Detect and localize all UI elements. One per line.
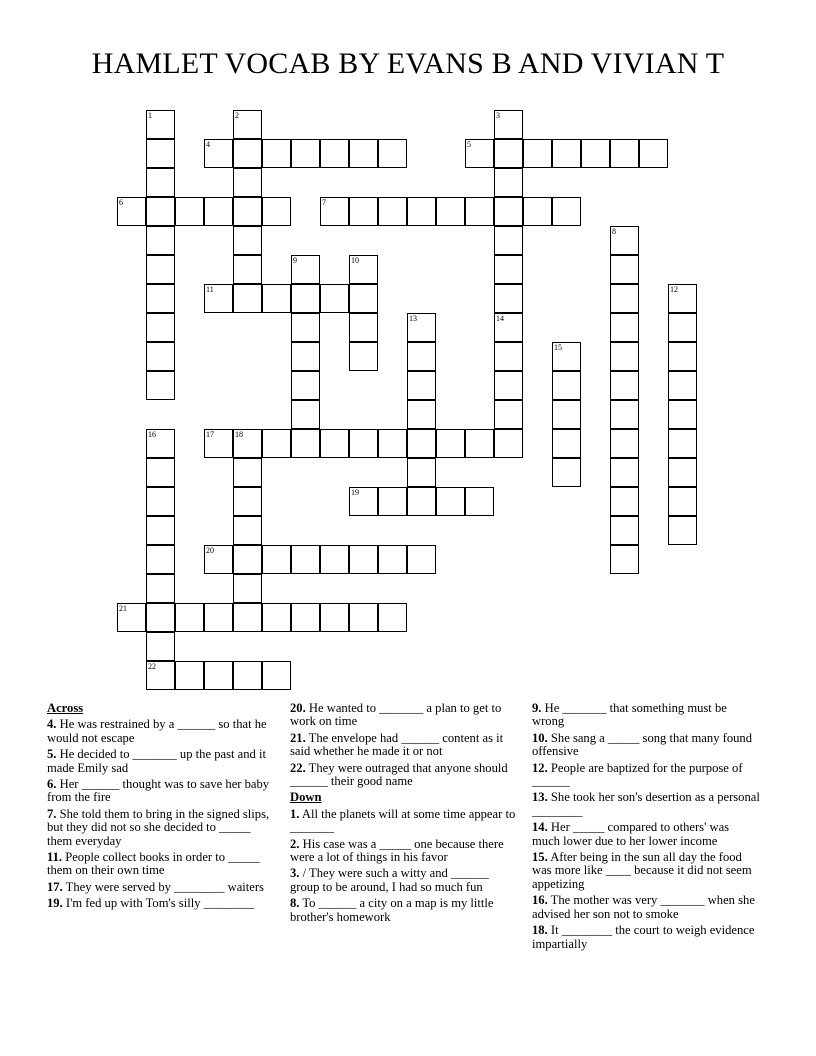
crossword-cell[interactable] xyxy=(494,197,523,226)
crossword-cell[interactable] xyxy=(465,487,494,516)
crossword-cell[interactable] xyxy=(610,313,639,342)
clue-number: 8. xyxy=(290,896,300,911)
crossword-cell[interactable] xyxy=(407,458,436,487)
clue-number-label: 8 xyxy=(612,227,616,236)
crossword-cell[interactable] xyxy=(146,458,175,487)
clue-text: He decided to _______ up the past and it made Emily sad xyxy=(47,747,266,775)
crossword-cell[interactable] xyxy=(610,516,639,545)
clue-number-label: 19 xyxy=(351,488,359,497)
across-heading: Across xyxy=(47,701,84,715)
clue-number-label: 10 xyxy=(351,256,359,265)
crossword-cell[interactable] xyxy=(465,429,494,458)
crossword-cell[interactable] xyxy=(610,371,639,400)
crossword-cell[interactable] xyxy=(146,574,175,603)
clue-item xyxy=(47,897,275,910)
crossword-cell[interactable] xyxy=(204,545,233,574)
clue-item xyxy=(290,897,518,924)
crossword-cell[interactable] xyxy=(668,342,697,371)
crossword-cell[interactable] xyxy=(407,400,436,429)
crossword-cell[interactable] xyxy=(146,139,175,168)
crossword-cell[interactable] xyxy=(349,255,378,284)
crossword-cell[interactable] xyxy=(523,197,552,226)
crossword-cell[interactable] xyxy=(146,284,175,313)
clue-number-label: 2 xyxy=(235,111,239,120)
crossword-cell[interactable] xyxy=(146,197,175,226)
crossword-cell[interactable] xyxy=(494,313,523,342)
crossword-cell[interactable] xyxy=(291,313,320,342)
clue-item xyxy=(532,894,760,921)
crossword-cell[interactable] xyxy=(436,197,465,226)
crossword-cell[interactable] xyxy=(552,342,581,371)
crossword-cell[interactable] xyxy=(610,545,639,574)
clue-number-label: 18 xyxy=(235,430,243,439)
crossword-cell[interactable] xyxy=(436,429,465,458)
clue-text: Her _____ compared to others' was much lower due to her lower income xyxy=(532,820,730,848)
crossword-cell[interactable] xyxy=(465,139,494,168)
clue-item xyxy=(290,867,518,894)
crossword-cell[interactable] xyxy=(262,545,291,574)
crossword-cell[interactable] xyxy=(610,226,639,255)
crossword-cell[interactable] xyxy=(146,487,175,516)
crossword-cell[interactable] xyxy=(233,255,262,284)
clue-item xyxy=(290,732,518,759)
crossword-cell[interactable] xyxy=(610,139,639,168)
crossword-cell[interactable] xyxy=(494,110,523,139)
crossword-cell[interactable] xyxy=(668,516,697,545)
crossword-cell[interactable] xyxy=(291,371,320,400)
crossword-cell[interactable] xyxy=(146,110,175,139)
clue-text: All the planets will at some time appear to _______ xyxy=(290,806,516,835)
clue-text: They were outraged that anyone should ______ their good name xyxy=(290,760,508,789)
clue-number: 21. xyxy=(290,730,306,745)
crossword-cell[interactable] xyxy=(320,197,349,226)
clue-text: To ______ a city on a map is my little brother's homework xyxy=(290,896,494,924)
clue-number: 16. xyxy=(532,893,548,908)
clue-number: 22. xyxy=(290,760,306,775)
clue-number: 3. xyxy=(290,866,300,881)
crossword-cell[interactable] xyxy=(349,313,378,342)
clue-item xyxy=(290,838,518,865)
crossword-cell[interactable] xyxy=(610,429,639,458)
clue-text: People are baptized for the purpose of ______ xyxy=(532,760,743,789)
crossword-cell[interactable] xyxy=(233,168,262,197)
clue-text: She took her son's desertion as a personal ________ xyxy=(532,790,760,818)
clue-item xyxy=(532,732,760,759)
clue-number-label: 6 xyxy=(119,198,123,207)
down-heading: Down xyxy=(290,790,322,805)
crossword-cell[interactable] xyxy=(465,197,494,226)
crossword-cell[interactable] xyxy=(204,139,233,168)
clues-column-1 xyxy=(47,702,275,914)
clue-item xyxy=(532,762,760,789)
crossword-cell[interactable] xyxy=(552,197,581,226)
crossword-cell[interactable] xyxy=(233,603,262,632)
clue-number: 10. xyxy=(532,730,548,745)
page-title: HAMLET VOCAB BY EVANS B AND VIVIAN T xyxy=(91,47,725,80)
crossword-cell[interactable] xyxy=(291,255,320,284)
crossword-cell[interactable] xyxy=(349,429,378,458)
clue-number: 6. xyxy=(47,777,57,792)
crossword-cell[interactable] xyxy=(146,168,175,197)
crossword-cell[interactable] xyxy=(407,429,436,458)
crossword-cell[interactable] xyxy=(175,603,204,632)
crossword-cell[interactable] xyxy=(610,284,639,313)
crossword-cell[interactable] xyxy=(349,603,378,632)
crossword-cell[interactable] xyxy=(146,632,175,661)
clue-number: 5. xyxy=(47,747,57,762)
crossword-cell[interactable] xyxy=(262,429,291,458)
crossword-cell[interactable] xyxy=(233,429,262,458)
crossword-cell[interactable] xyxy=(349,284,378,313)
crossword-cell[interactable] xyxy=(581,139,610,168)
clue-number-label: 12 xyxy=(670,285,678,294)
clue-number: 19. xyxy=(47,896,63,911)
clue-number-label: 7 xyxy=(322,198,326,207)
clue-item xyxy=(47,748,275,775)
crossword-cell[interactable] xyxy=(233,110,262,139)
crossword-cell[interactable] xyxy=(233,487,262,516)
clue-text: They were served by ________ waiters xyxy=(62,879,264,894)
clue-text: The mother was very _______ when she advised her son not to smoke xyxy=(532,893,755,921)
crossword-cell[interactable] xyxy=(233,545,262,574)
crossword-cell[interactable] xyxy=(668,400,697,429)
crossword-cell[interactable] xyxy=(233,516,262,545)
crossword-cell[interactable] xyxy=(146,342,175,371)
crossword-cell[interactable] xyxy=(349,487,378,516)
crossword-cell[interactable] xyxy=(262,139,291,168)
clue-text: It ________ the court to weigh evidence impartially xyxy=(532,923,755,951)
crossword-cell[interactable] xyxy=(349,545,378,574)
clue-text: People collect books in order to _____ them on their own time xyxy=(47,850,260,878)
clue-item xyxy=(532,924,760,951)
clue-text: He _______ that something must be wrong xyxy=(532,701,727,729)
crossword-cell[interactable] xyxy=(146,516,175,545)
crossword-cell[interactable] xyxy=(175,661,204,690)
crossword-cell[interactable] xyxy=(407,371,436,400)
crossword-cell[interactable] xyxy=(552,139,581,168)
clue-number-label: 21 xyxy=(119,604,127,613)
crossword-cell[interactable] xyxy=(320,139,349,168)
crossword-cell[interactable] xyxy=(668,487,697,516)
crossword-cell[interactable] xyxy=(407,197,436,226)
crossword-cell[interactable] xyxy=(146,313,175,342)
crossword-cell[interactable] xyxy=(552,400,581,429)
crossword-cell[interactable] xyxy=(668,429,697,458)
crossword-cell[interactable] xyxy=(233,661,262,690)
crossword-cell[interactable] xyxy=(262,661,291,690)
clue-item xyxy=(290,702,518,729)
clue-text: Her ______ thought was to save her baby from the fire xyxy=(47,777,270,805)
clue-text: His case was a _____ one because there were a lot of things in his favor xyxy=(290,836,504,865)
clues-column-3 xyxy=(532,702,760,954)
clue-number: 17. xyxy=(47,879,63,894)
clue-number: 18. xyxy=(532,923,548,938)
crossword-cell[interactable] xyxy=(291,429,320,458)
crossword-cell[interactable] xyxy=(639,139,668,168)
crossword-cell[interactable] xyxy=(610,342,639,371)
crossword-cell[interactable] xyxy=(494,255,523,284)
crossword-cell[interactable] xyxy=(378,545,407,574)
clue-number: 4. xyxy=(47,717,57,732)
clue-number-label: 5 xyxy=(467,140,471,149)
crossword-cell[interactable] xyxy=(610,487,639,516)
crossword-cell[interactable] xyxy=(146,429,175,458)
clue-number-label: 17 xyxy=(206,430,214,439)
crossword-cell[interactable] xyxy=(146,226,175,255)
crossword-cell[interactable] xyxy=(233,226,262,255)
crossword-cell[interactable] xyxy=(233,284,262,313)
crossword-cell[interactable] xyxy=(320,284,349,313)
crossword-cell[interactable] xyxy=(552,458,581,487)
crossword-cell[interactable] xyxy=(668,458,697,487)
crossword-cell[interactable] xyxy=(146,255,175,284)
crossword-cell[interactable] xyxy=(407,342,436,371)
clue-item xyxy=(532,851,760,891)
crossword-cell[interactable] xyxy=(668,284,697,313)
crossword-cell[interactable] xyxy=(175,197,204,226)
crossword-cell[interactable] xyxy=(349,342,378,371)
crossword-cell[interactable] xyxy=(117,603,146,632)
clue-text: The envelope had ______ content as it said whether he made it or not xyxy=(290,730,504,759)
crossword-cell[interactable] xyxy=(262,284,291,313)
crossword-cell[interactable] xyxy=(320,603,349,632)
crossword-cell[interactable] xyxy=(407,545,436,574)
clue-number: 20. xyxy=(290,701,306,715)
crossword-cell[interactable] xyxy=(320,545,349,574)
clue-text: After being in the sun all day the food was more like ____ because it did not seem appetizing xyxy=(532,850,752,891)
crossword-cell[interactable] xyxy=(407,313,436,342)
crossword-cell[interactable] xyxy=(494,429,523,458)
crossword-cell[interactable] xyxy=(378,487,407,516)
clue-item xyxy=(532,791,760,818)
clue-text: He wanted to _______ a plan to get to work on time xyxy=(290,701,502,729)
clue-number: 7. xyxy=(47,806,57,821)
clue-number: 13. xyxy=(532,790,548,805)
crossword-cell[interactable] xyxy=(233,458,262,487)
crossword-cell[interactable] xyxy=(204,603,233,632)
clue-item xyxy=(290,762,518,789)
clue-item xyxy=(532,821,760,848)
crossword-cell[interactable] xyxy=(291,400,320,429)
crossword-cell[interactable] xyxy=(291,603,320,632)
crossword-cell[interactable] xyxy=(436,487,465,516)
clue-number-label: 11 xyxy=(206,285,214,294)
clue-number: 2. xyxy=(290,836,300,851)
crossword-cell[interactable] xyxy=(117,197,146,226)
clues-column-2 xyxy=(290,702,518,927)
crossword-cell[interactable] xyxy=(204,661,233,690)
clue-number-label: 14 xyxy=(496,314,504,323)
crossword-cell[interactable] xyxy=(233,139,262,168)
clue-number: 12. xyxy=(532,760,548,775)
clue-item xyxy=(47,778,275,805)
crossword-cell[interactable] xyxy=(291,342,320,371)
clue-number-label: 1 xyxy=(148,111,152,120)
crossword-cell[interactable] xyxy=(233,574,262,603)
clue-number-label: 15 xyxy=(554,343,562,352)
crossword-cell[interactable] xyxy=(146,371,175,400)
crossword-cell[interactable] xyxy=(291,139,320,168)
crossword-cell[interactable] xyxy=(610,458,639,487)
crossword-cell[interactable] xyxy=(494,226,523,255)
clue-number-label: 20 xyxy=(206,546,214,555)
clue-number: 15. xyxy=(532,850,548,865)
clue-item xyxy=(290,808,518,835)
clue-number-label: 4 xyxy=(206,140,210,149)
crossword-cell[interactable] xyxy=(349,139,378,168)
crossword-cell[interactable] xyxy=(378,197,407,226)
clue-item xyxy=(47,881,275,894)
crossword-cell[interactable] xyxy=(233,197,262,226)
clue-item xyxy=(532,702,760,729)
clue-number-label: 16 xyxy=(148,430,156,439)
crossword-cell[interactable] xyxy=(291,284,320,313)
crossword-cell[interactable] xyxy=(378,603,407,632)
clue-number: 11. xyxy=(47,850,63,865)
crossword-cell[interactable] xyxy=(146,545,175,574)
clue-number-label: 13 xyxy=(409,314,417,323)
clue-text: / They were such a witty and ______ group to be around, I had so much fun xyxy=(290,866,489,894)
crossword-cell[interactable] xyxy=(262,603,291,632)
clue-number-label: 3 xyxy=(496,111,500,120)
crossword-cell[interactable] xyxy=(494,371,523,400)
clue-item xyxy=(47,718,275,745)
crossword-cell[interactable] xyxy=(146,661,175,690)
crossword-cell[interactable] xyxy=(204,284,233,313)
crossword-cell[interactable] xyxy=(204,197,233,226)
clue-text: He was restrained by a ______ so that he would not escape xyxy=(47,717,267,745)
clue-text: She sang a _____ song that many found offensive xyxy=(532,730,753,759)
crossword-cell[interactable] xyxy=(378,139,407,168)
clue-item xyxy=(47,808,275,848)
crossword-cell[interactable] xyxy=(610,255,639,284)
clue-number-label: 9 xyxy=(293,256,297,265)
clue-number-label: 22 xyxy=(148,662,156,671)
crossword-cell[interactable] xyxy=(668,371,697,400)
clue-item xyxy=(47,851,275,878)
crossword-cell[interactable] xyxy=(262,197,291,226)
clue-number: 9. xyxy=(532,701,542,715)
crossword-cell[interactable] xyxy=(320,429,349,458)
crossword-cell[interactable] xyxy=(552,371,581,400)
crossword-cell[interactable] xyxy=(494,342,523,371)
crossword-cell[interactable] xyxy=(407,487,436,516)
clue-number: 14. xyxy=(532,820,548,835)
crossword-cell[interactable] xyxy=(146,603,175,632)
crossword-cell[interactable] xyxy=(378,429,407,458)
crossword-cell[interactable] xyxy=(523,139,552,168)
crossword-cell[interactable] xyxy=(204,429,233,458)
crossword-cell[interactable] xyxy=(494,284,523,313)
crossword-cell[interactable] xyxy=(494,139,523,168)
crossword-cell[interactable] xyxy=(494,400,523,429)
clue-text: I'm fed up with Tom's silly ________ xyxy=(62,896,255,911)
clue-text: She told them to bring in the signed slips, but they did not so she decided to _____ them everyday xyxy=(47,806,270,848)
crossword-cell[interactable] xyxy=(494,168,523,197)
clue-number: 1. xyxy=(290,806,300,821)
crossword-cell[interactable] xyxy=(552,429,581,458)
crossword-cell[interactable] xyxy=(668,313,697,342)
crossword-cell[interactable] xyxy=(610,400,639,429)
crossword-cell[interactable] xyxy=(291,545,320,574)
crossword-cell[interactable] xyxy=(349,197,378,226)
